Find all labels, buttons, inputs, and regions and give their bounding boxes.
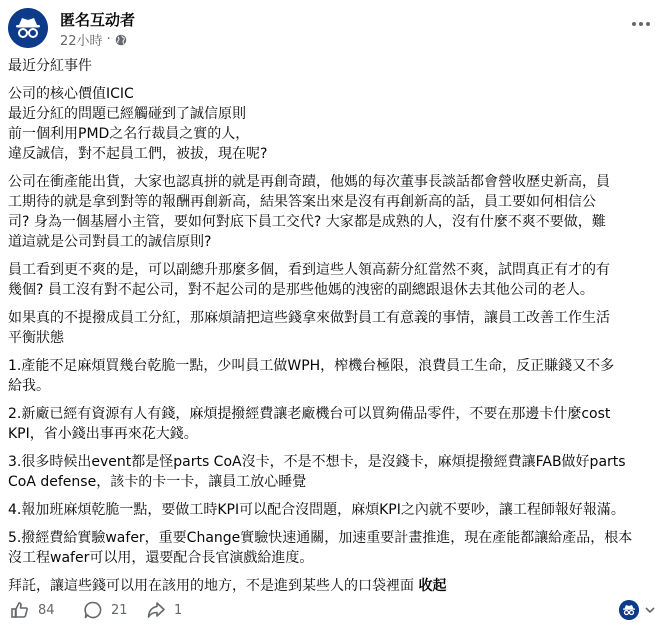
post-text-line: 公司的核心價值ICIC	[8, 86, 134, 102]
closing-text: 拜託，讓這些錢可以用在該用的地方，不是進到某些人的口袋裡面	[8, 578, 414, 594]
post-header	[8, 8, 655, 48]
post-body	[8, 56, 658, 604]
share-count: 1	[174, 602, 183, 618]
comment-button[interactable]	[83, 598, 128, 622]
post-paragraph	[8, 308, 658, 348]
post-paragraph	[8, 500, 658, 520]
globe-icon	[115, 34, 127, 46]
post-text-line: 如果真的不提撥成員工分紅，那麻煩請把這些錢拿來做對員工有意義的事情，讓員工改善工作生活	[8, 310, 610, 326]
post-text-line: 幾個? 員工沒有對不起公司，對不起公司的是那些他媽的洩密的副總跟退休去其他公司的老人。	[8, 282, 594, 298]
meta-separator: ·	[106, 32, 111, 47]
post-paragraph	[8, 172, 658, 252]
post-text-line: KPI，省小錢出事再來花大錢。	[8, 426, 198, 442]
more-dot-icon	[639, 22, 643, 26]
post-paragraph	[8, 452, 658, 492]
post-text-line: 員工看到更不爽的是，可以副總升那麼多個，看到這些人領高薪分紅當然不爽，試問真正有才的有	[8, 262, 610, 278]
post-paragraph	[8, 404, 658, 444]
incognito-icon	[619, 600, 639, 620]
comment-count: 21	[111, 602, 128, 618]
post-paragraph	[8, 84, 658, 164]
post-text-line: 給我。	[8, 378, 50, 394]
more-options-button[interactable]	[627, 14, 655, 34]
share-button[interactable]	[146, 598, 182, 622]
post-text-line: 3.很多時候出event都是怪parts CoA沒卡，不是不想卡，是沒錢卡，麻煩提撥經費讓FAB做好parts	[8, 454, 626, 470]
post-text-line: 平衡狀態	[8, 330, 64, 346]
mini-avatar	[619, 600, 639, 620]
chevron-down-icon	[645, 605, 655, 615]
post-text-line: 4.報加班麻煩乾脆一點，要做工時KPI可以配合沒問題，麻煩KPI之內就不要吵，讓工程師報好報滿。	[8, 502, 625, 518]
incognito-icon	[8, 8, 48, 48]
post-text-line: 公司在衝產能出貨，大家也認真拼的就是再創奇蹟，他媽的每次董事長談話都會營收歷史新高，員	[8, 174, 610, 190]
more-dot-icon	[632, 22, 636, 26]
post-text-line: 違反誠信，對不起員工們，被拔，現在呢?	[8, 146, 268, 162]
post-text-line: 最近分紅事件	[8, 58, 92, 74]
post-closing-line	[8, 576, 658, 596]
post-paragraph	[8, 260, 658, 300]
post-text-line: 司? 身為一個基層小主管，要如何對底下員工交代? 大家都是成熟的人，沒有什麼不爽不要做，難	[8, 214, 606, 230]
post-text-line: 前一個利用PMD之名行裁員之實的人，	[8, 126, 250, 142]
post-paragraph	[8, 528, 658, 568]
reaction-profile-selector[interactable]	[619, 598, 655, 622]
post-text-line: 道這就是公司對員工的誠信原則?	[8, 234, 212, 250]
more-dot-icon	[646, 22, 650, 26]
post-text-line: 沒工程wafer可以用，還要配合長官演戲給進度。	[8, 550, 314, 566]
post-text-line: CoA defense，該卡的卡一卡，讓員工放心睡覺	[8, 474, 307, 490]
post-paragraph	[8, 56, 658, 76]
timestamp[interactable]: 22小時	[60, 34, 103, 49]
post-text-line: 工期待的就是拿到對等的報酬再創新高，結果答案出來是沒有再創新高的話，員工要如何相信公	[8, 194, 596, 210]
collapse-link[interactable]: 收起	[418, 578, 447, 594]
post-text-line: 5.撥經費給實驗wafer，重要Change實驗快速通關，加速重要計畫推進，現在產能都讓給產品，根本	[8, 530, 633, 546]
post-meta	[60, 30, 127, 49]
like-button[interactable]	[10, 598, 55, 622]
post-paragraph	[8, 356, 658, 396]
share-icon	[146, 600, 166, 620]
post-footer	[8, 598, 655, 622]
thumbs-up-icon	[10, 600, 30, 620]
post-text-line: 1.產能不足麻煩買幾台乾脆一點，少叫員工做WPH，榨機台極限，浪費員工生命，反正賺錢又不多	[8, 358, 615, 374]
like-count: 84	[38, 602, 55, 618]
post-text-line: 2.新廠已經有資源有人有錢，麻煩提撥經費讓老廠機台可以買夠備品零件，不要在那邊卡什麼cost	[8, 406, 611, 422]
comment-icon	[83, 600, 103, 620]
author-avatar[interactable]	[8, 8, 48, 48]
author-name[interactable]: 匿名互动者	[60, 11, 136, 29]
post-text-line: 最近分紅的問題已經觸碰到了誠信原則	[8, 106, 246, 122]
